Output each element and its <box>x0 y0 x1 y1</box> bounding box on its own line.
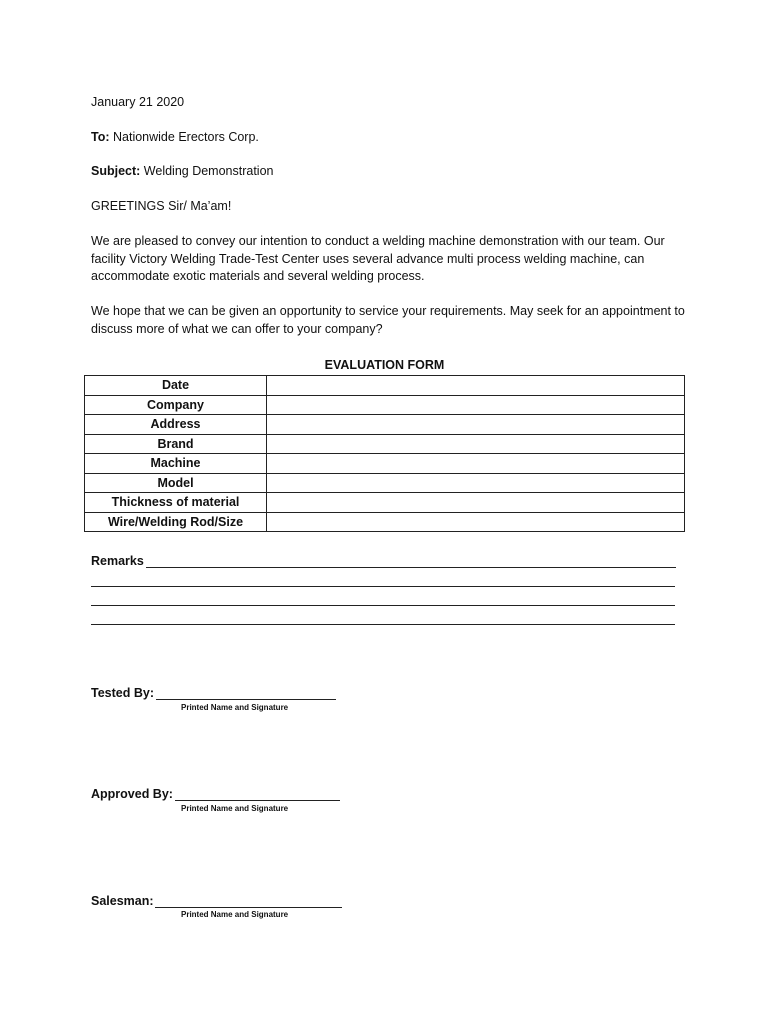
form-label: Brand <box>85 434 267 454</box>
form-row-brand <box>85 434 685 454</box>
to-label: To: <box>91 130 110 144</box>
tested-by-signature-line[interactable] <box>156 699 336 700</box>
subject-value: Welding Demonstration <box>143 164 274 178</box>
remarks-line-3[interactable] <box>91 605 675 606</box>
form-label: Address <box>85 415 267 435</box>
form-row-model <box>85 473 685 493</box>
evaluation-form-title: EVALUATION FORM <box>324 358 445 372</box>
form-value-field[interactable] <box>267 473 685 493</box>
remarks-line-2[interactable] <box>91 586 675 587</box>
subject-line <box>91 164 274 178</box>
remarks-label: Remarks <box>91 554 144 568</box>
form-label: Machine <box>85 454 267 474</box>
form-row-machine <box>85 454 685 474</box>
recipient-name: Nationwide Erectors Corp. <box>113 130 259 144</box>
body-paragraph-2: We hope that we can be given an opportunity to service your requirements. May seek for an appointment to discuss more of what we can offer to your company? <box>91 304 685 336</box>
form-label: Model <box>85 473 267 493</box>
form-row-thickness <box>85 493 685 513</box>
form-value-field[interactable] <box>267 512 685 532</box>
body-paragraph-1: We are pleased to convey our intention to conduct a welding machine demonstration with our team. Our facility Victory Welding Trade-Test Center uses several advance multi process welding machine, can accommodate exotic materials and several welding process. <box>91 234 665 283</box>
evaluation-form-table <box>84 375 685 532</box>
form-value-field[interactable] <box>267 395 685 415</box>
form-label: Date <box>85 376 267 396</box>
salesman-caption: Printed Name and Signature <box>181 910 289 919</box>
approved-by-caption: Printed Name and Signature <box>181 804 289 813</box>
form-value-field[interactable] <box>267 415 685 435</box>
form-value-field[interactable] <box>267 434 685 454</box>
letter-date: January 21 2020 <box>91 95 185 109</box>
approved-by-signature-line[interactable] <box>175 800 340 801</box>
form-value-field[interactable] <box>267 454 685 474</box>
form-value-field[interactable] <box>267 493 685 513</box>
recipient-line <box>91 130 259 144</box>
remarks-line-4[interactable] <box>91 624 675 625</box>
form-label: Thickness of material <box>85 493 267 513</box>
salesman-signature-line[interactable] <box>155 907 342 908</box>
form-value-field[interactable] <box>267 376 685 396</box>
salesman-label: Salesman: <box>91 894 154 908</box>
remarks-line-1[interactable] <box>146 567 676 568</box>
form-label: Company <box>85 395 267 415</box>
greeting: GREETINGS Sir/ Ma’am! <box>91 199 232 213</box>
form-row-wire-rod-size <box>85 512 685 532</box>
form-row-company <box>85 395 685 415</box>
form-label: Wire/Welding Rod/Size <box>85 512 267 532</box>
tested-by-label: Tested By: <box>91 686 154 700</box>
approved-by-label: Approved By: <box>91 787 173 801</box>
subject-label: Subject: <box>91 164 141 178</box>
form-row-address <box>85 415 685 435</box>
form-row-date <box>85 376 685 396</box>
tested-by-caption: Printed Name and Signature <box>181 703 289 712</box>
